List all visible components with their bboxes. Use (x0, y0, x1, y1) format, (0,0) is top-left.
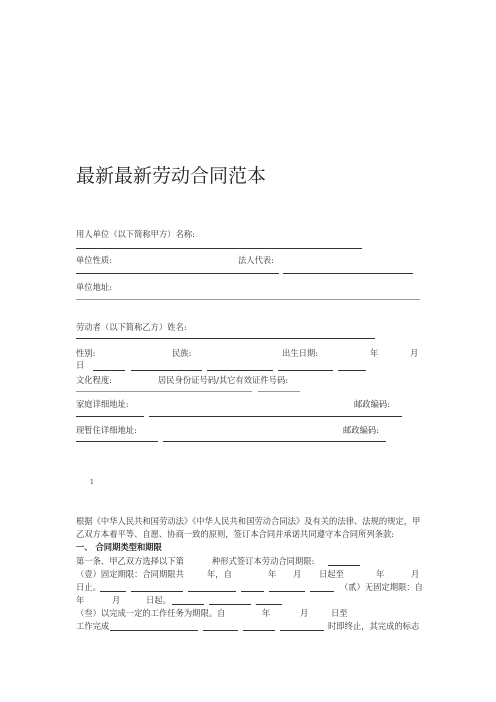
gender-field[interactable] (93, 370, 125, 371)
current-address-field-a[interactable] (76, 441, 158, 442)
task-term-day-label: 日至 (331, 608, 348, 618)
worker-name-label: 劳动者（以下简称乙方）姓名: (76, 322, 187, 332)
task-term-text: （叁）以完成一定的工作任务为期限。自 (76, 608, 226, 618)
open-term-year-label: 年 (76, 595, 85, 605)
worker-name-field[interactable] (76, 338, 375, 339)
current-address-label: 现暂住详细地址: (76, 425, 137, 435)
legal-rep-field[interactable] (283, 273, 413, 274)
home-address-label: 家庭详细地址: (76, 399, 129, 409)
open-term-month-label: 月 (112, 595, 121, 605)
document-title: 最新最新劳动合同范本 (76, 165, 267, 187)
id-number-field[interactable] (258, 391, 300, 392)
home-address-field-a[interactable] (76, 416, 144, 417)
ethnicity-field[interactable] (131, 370, 202, 371)
fixed-term-years-field[interactable] (100, 591, 126, 592)
article-1-text-b: 种形式签订本劳动合同期限: (212, 556, 315, 566)
fixed-term-start-day-field[interactable] (241, 591, 264, 592)
task-year-field[interactable] (203, 630, 238, 631)
birth-day-label: 日 (76, 360, 85, 370)
fixed-term-month-label: 月 (293, 569, 302, 579)
ethnicity-label: 民族: (172, 348, 192, 358)
open-term-year-field[interactable] (172, 604, 204, 605)
intro-line-1: 根据《中华人民共和国劳动法》《中华人民共和国劳动合同法》及有关的法律、法规的规定，甲 (76, 516, 421, 526)
employer-name-label: 用人单位（以下简称甲方）名称: (76, 229, 195, 239)
contract-form-field[interactable] (328, 565, 360, 566)
task-complete-label: 工作完成 (76, 621, 110, 631)
birth-year-label: 年 (370, 348, 379, 358)
open-term-text: （贰）无固定期限：自 (340, 582, 423, 592)
open-term-day-field[interactable] (256, 604, 282, 605)
employer-address-field[interactable] (76, 299, 420, 300)
intro-line-2: 乙双方本着平等、自愿、协商一致的原则，签订本合同并承诺共同遵守本合同所列条款: (76, 529, 395, 539)
page-number: 1 (90, 479, 94, 486)
birth-date-label: 出生日期: (282, 348, 318, 358)
article-1-text-a: 第一条、甲乙双方选择以下第 (76, 556, 184, 566)
open-term-month-field[interactable] (209, 604, 251, 605)
fixed-term-end-year-label: 年 (376, 569, 385, 579)
fixed-term-end-month-label: 月 (411, 569, 420, 579)
task-term-month-label: 月 (300, 608, 309, 618)
fixed-term-start-month-field[interactable] (188, 591, 236, 592)
education-field[interactable] (76, 391, 252, 392)
fixed-term-end-month-field[interactable] (310, 591, 334, 592)
task-description-field[interactable] (110, 630, 198, 631)
birth-day-field[interactable] (338, 370, 366, 371)
task-term-year-label: 年 (262, 608, 271, 618)
fixed-term-year-label: 年 (268, 569, 277, 579)
employer-name-field[interactable] (76, 248, 362, 249)
fixed-term-end-year-field[interactable] (269, 591, 305, 592)
id-number-label: 居民身份证号码/其它有效证件号码: (158, 375, 289, 385)
birth-year-field[interactable] (207, 370, 273, 371)
fixed-term-start-year-field[interactable] (131, 591, 183, 592)
fixed-term-end-text: 日止。 (76, 582, 101, 592)
section-1-heading: 一、 合同期类型和期限 (76, 542, 162, 552)
legal-rep-label: 法人代表: (238, 255, 274, 265)
employer-nature-field[interactable] (76, 273, 279, 274)
home-postcode-label: 邮政编码: (354, 399, 390, 409)
open-term-day-label: 日起。 (146, 595, 171, 605)
current-address-field-b[interactable] (163, 441, 386, 442)
home-address-field-b[interactable] (149, 416, 402, 417)
task-day-field[interactable] (280, 630, 324, 631)
gender-label: 性别: (76, 348, 96, 358)
task-month-field[interactable] (243, 630, 275, 631)
fixed-term-year-from: 年，自 (207, 569, 232, 579)
task-complete-text: 时即终止，其完成的标志 (328, 621, 420, 631)
fixed-term-day-from-label: 日起至 (319, 569, 344, 579)
education-label: 文化程度: (76, 375, 112, 385)
birth-month-label: 月 (410, 348, 419, 358)
fixed-term-text: （壹）固定期限：合同期限共 (76, 569, 184, 579)
employer-nature-label: 单位性质: (76, 255, 112, 265)
current-postcode-label: 邮政编码: (343, 425, 379, 435)
birth-month-field[interactable] (278, 370, 333, 371)
employer-address-label: 单位地址: (76, 282, 112, 292)
